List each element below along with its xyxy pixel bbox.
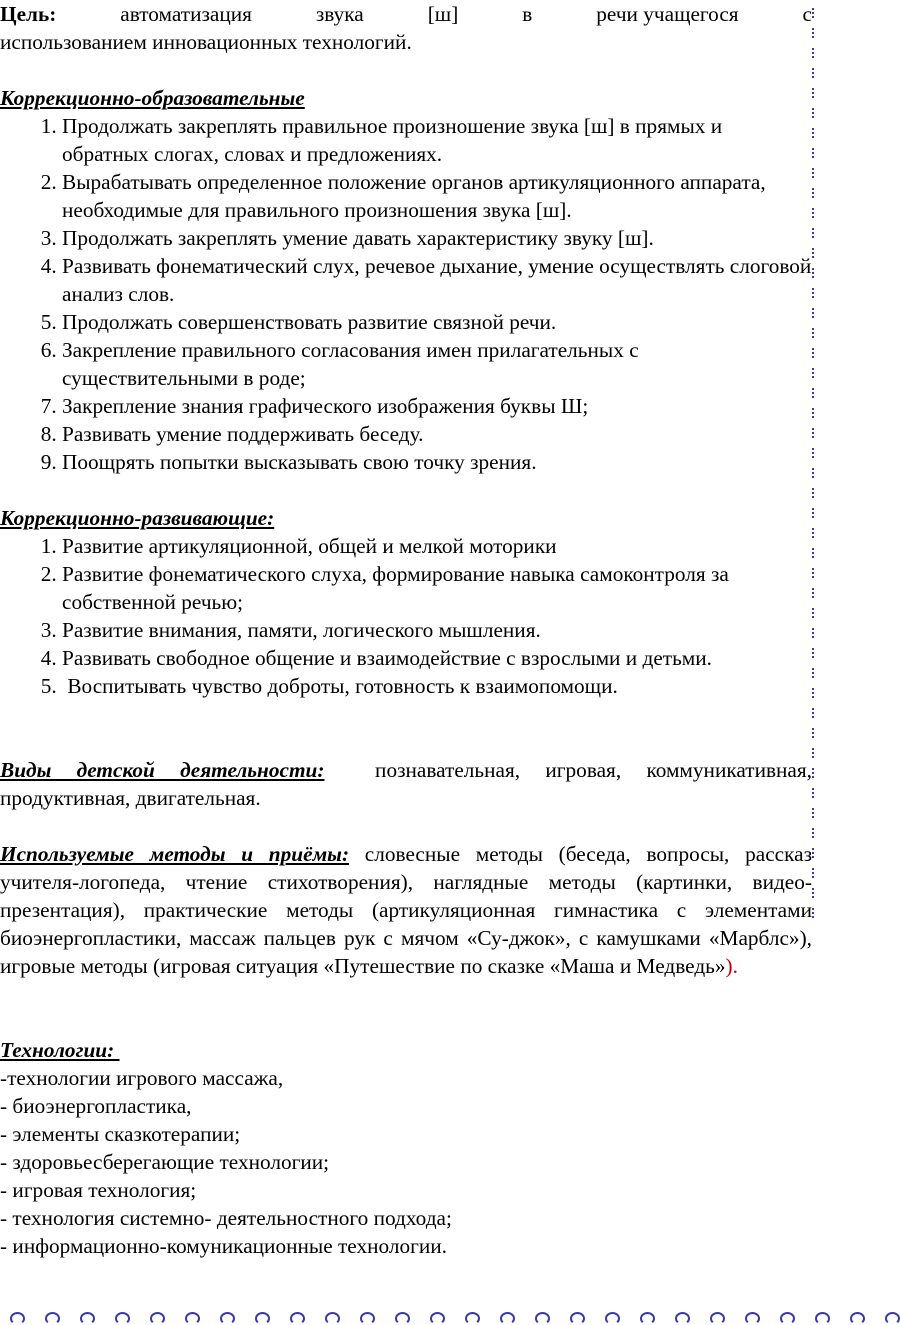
border-ornament: [150, 1312, 165, 1325]
list-item: 1. Продолжать закреплять правильное произношение звука [ш] в прямых и обратных слогах, словах и предложениях.: [62, 112, 812, 168]
border-ornament: [812, 228, 817, 238]
border-ornament: [535, 1312, 550, 1325]
border-ornament: [812, 248, 817, 258]
goal-paragraph: [0, 0, 812, 56]
list-item: 2. Вырабатывать определенное положение органов артикуляционного аппарата, необходимые для правильного произношения звука [ш].: [62, 168, 812, 224]
border-ornament: [812, 448, 817, 458]
border-ornament: [812, 428, 817, 438]
goal-second-line: использованием инновационных технологий.: [0, 30, 412, 54]
border-ornament: [812, 468, 817, 478]
goal-label: Цель:: [0, 2, 57, 26]
goal-word: с: [802, 2, 812, 26]
border-ornament: [812, 848, 817, 858]
list-item: - информационно-комуникационные технологии.: [0, 1234, 447, 1258]
list-item: 3. Продолжать закреплять умение давать характеристику звуку [ш].: [62, 224, 812, 252]
border-ornament: [185, 1312, 200, 1325]
list-item: 3. Развитие внимания, памяти, логического мышления.: [62, 616, 812, 644]
border-ornament: [812, 348, 817, 358]
border-ornament: [115, 1312, 130, 1325]
border-ornament: [812, 388, 817, 398]
border-ornament: [812, 708, 817, 718]
border-ornament: [325, 1312, 340, 1325]
border-ornament: [812, 108, 817, 118]
border-ornament: [812, 368, 817, 378]
border-ornament: [80, 1312, 95, 1325]
decorative-page-border-bottom: [0, 1309, 826, 1323]
list-item: 2. Развитие фонематического слуха, формирование навыка самоконтроля за собственной речью;: [62, 560, 812, 616]
border-ornament: [812, 908, 817, 918]
border-ornament: [812, 608, 817, 618]
border-ornament: [812, 288, 817, 298]
border-ornament: [812, 268, 817, 278]
developmental-heading: Коррекционно-развивающие:: [0, 506, 275, 530]
decorative-page-border-right: [811, 0, 816, 1310]
border-ornament: [812, 28, 817, 38]
border-ornament: [812, 748, 817, 758]
developmental-list: [0, 532, 812, 700]
list-item: - элементы сказкотерапии;: [0, 1122, 241, 1146]
border-ornament: [395, 1312, 410, 1325]
border-ornament: [430, 1312, 445, 1325]
educational-list: [0, 112, 812, 476]
border-ornament: [45, 1312, 60, 1325]
border-ornament: [812, 148, 817, 158]
border-ornament: [812, 568, 817, 578]
border-ornament: [605, 1312, 620, 1325]
border-ornament: [812, 168, 817, 178]
methods-text: словесные методы (беседа, вопросы, рассказ учителя-логопеда, чтение стихотворения), наглядные методы (картинки, видео-презентация), практические методы (артикуляционная гимнастика с элементами биоэнергопластики, массаж пальцев рук с мячом «Су-джок», с камушками «Марблс»), игровые методы (игровая ситуация «Путешествие по сказке «Маша и Медведь»: [0, 842, 812, 978]
goal-word: в: [522, 2, 533, 26]
methods-heading: Используемые методы и приёмы:: [0, 842, 350, 866]
border-ornament: [675, 1312, 690, 1325]
activities-paragraph: [0, 756, 818, 812]
border-ornament: [812, 508, 817, 518]
goal-word: автоматизация: [120, 2, 252, 26]
list-item: - биоэнергопластика,: [0, 1094, 192, 1118]
list-item: 4. Развивать свободное общение и взаимодействие с взрослыми и детьми.: [62, 644, 812, 672]
list-item: - игровая технология;: [0, 1178, 197, 1202]
list-item: 1. Развитие артикуляционной, общей и мелкой моторики: [62, 532, 812, 560]
border-ornament: [812, 728, 817, 738]
activities-text: познавательная, игровая, коммуникативная, продуктивная, двигательная.: [0, 758, 818, 810]
goal-word: [ш]: [427, 2, 459, 26]
methods-closing: ).: [725, 954, 738, 978]
border-ornament: [812, 328, 817, 338]
border-ornament: [812, 648, 817, 658]
border-ornament: [812, 768, 817, 778]
border-ornament: [812, 128, 817, 138]
border-ornament: [812, 68, 817, 78]
border-ornament: [290, 1312, 305, 1325]
technologies-heading: Технологии:: [0, 1038, 120, 1062]
list-item: 7. Закрепление знания графического изображения буквы Ш;: [62, 392, 812, 420]
border-ornament: [360, 1312, 375, 1325]
border-ornament: [812, 528, 817, 538]
goal-first-line: [0, 0, 812, 28]
border-ornament: [812, 88, 817, 98]
border-ornament: [812, 8, 817, 18]
border-ornament: [812, 308, 817, 318]
list-item: -технологии игрового массажа,: [0, 1066, 284, 1090]
border-ornament: [640, 1312, 655, 1325]
educational-heading: Коррекционно-образовательные: [0, 86, 305, 110]
border-ornament: [465, 1312, 480, 1325]
border-ornament: [850, 1312, 865, 1325]
border-ornament: [812, 48, 817, 58]
border-ornament: [10, 1312, 25, 1325]
methods-paragraph: [0, 840, 812, 980]
border-ornament: [812, 788, 817, 798]
border-ornament: [255, 1312, 270, 1325]
border-ornament: [812, 888, 817, 898]
border-ornament: [812, 688, 817, 698]
goal-word: речи учащегося: [596, 2, 739, 26]
border-ornament: [710, 1312, 725, 1325]
border-ornament: [570, 1312, 585, 1325]
border-ornament: [745, 1312, 760, 1325]
list-item: 4. Развивать фонематический слух, речевое дыхание, умение осуществлять слоговой анализ слов.: [62, 252, 812, 308]
border-ornament: [812, 208, 817, 218]
border-ornament: [812, 868, 817, 878]
goal-word: звука: [315, 2, 364, 26]
border-ornament: [885, 1312, 900, 1325]
border-ornament: [812, 188, 817, 198]
border-ornament: [812, 808, 817, 818]
list-item: 6. Закрепление правильного согласования имен прилагательных с существительными в роде;: [62, 336, 812, 392]
border-ornament: [812, 628, 817, 638]
border-ornament: [812, 488, 817, 498]
border-ornament: [812, 828, 817, 838]
list-item: 8. Развивать умение поддерживать беседу.: [62, 420, 812, 448]
border-ornament: [780, 1312, 795, 1325]
technologies-list: [0, 1064, 812, 1260]
border-ornament: [500, 1312, 515, 1325]
list-item: 9. Поощрять попытки высказывать свою точку зрения.: [62, 448, 812, 476]
border-ornament: [812, 548, 817, 558]
border-ornament: [815, 1312, 830, 1325]
list-item: 5. Продолжать совершенствовать развитие связной речи.: [62, 308, 812, 336]
list-item: 5. Воспитывать чувство доброты, готовность к взаимопомощи.: [62, 672, 812, 700]
border-ornament: [220, 1312, 235, 1325]
border-ornament: [812, 408, 817, 418]
border-ornament: [812, 668, 817, 678]
activities-heading: Виды детской деятельности:: [0, 758, 325, 782]
border-ornament: [812, 588, 817, 598]
list-item: - здоровьесберегающие технологии;: [0, 1150, 330, 1174]
list-item: - технология системно- деятельностного подхода;: [0, 1206, 452, 1230]
